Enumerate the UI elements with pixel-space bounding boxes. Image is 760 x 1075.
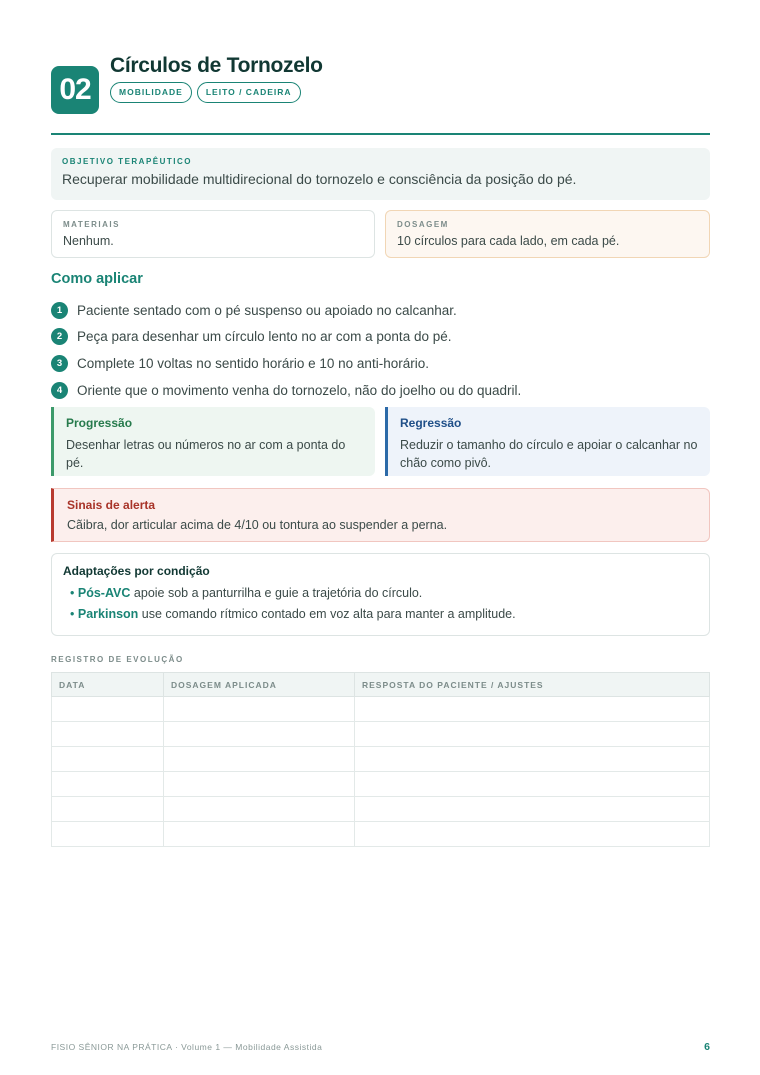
table-row (52, 747, 710, 772)
table-cell[interactable] (355, 722, 710, 747)
dosage-label: DOSAGEM (397, 220, 449, 229)
step-number: 2 (51, 328, 68, 345)
regression-text: Reduzir o tamanho do círculo e apoiar o calcanhar no chão como pivô. (400, 438, 698, 470)
table-cell[interactable] (52, 747, 164, 772)
list-item (70, 583, 698, 604)
column-header-response: RESPOSTA DO PACIENTE / AJUSTES (355, 673, 710, 697)
column-header-date: DATA (52, 673, 164, 697)
table-cell[interactable] (52, 772, 164, 797)
tag-mobilidade: MOBILIDADE (110, 82, 192, 103)
table-cell[interactable] (355, 797, 710, 822)
bullet-icon: • (70, 607, 75, 621)
list-item (51, 377, 710, 404)
table-cell[interactable] (52, 697, 164, 722)
list-item (51, 350, 710, 377)
bullet-icon: • (70, 586, 75, 600)
table-cell[interactable] (355, 747, 710, 772)
column-header-dosage: DOSAGEM APLICADA (164, 673, 355, 697)
exercise-number-badge: 02 (51, 66, 99, 114)
page-footer (51, 1041, 710, 1053)
dosage-panel (385, 210, 710, 258)
page-number: 6 (704, 1041, 710, 1053)
list-item (51, 324, 710, 351)
adaptations-panel (51, 553, 710, 636)
dosage-text: 10 círculos para cada lado, em cada pé. (397, 234, 620, 248)
table-header-row (52, 673, 710, 697)
table-cell[interactable] (355, 697, 710, 722)
table-row (52, 722, 710, 747)
step-text: Oriente que o movimento venha do tornozelo, não do joelho ou do quadril. (77, 382, 522, 398)
exercise-header (51, 54, 710, 124)
step-text: Peça para desenhar um círculo lento no ar com a ponta do pé. (77, 329, 452, 345)
header-divider (51, 133, 710, 135)
condition-name: Parkinson (77, 607, 139, 621)
log-title: REGISTRO DE EVOLUÇÃO (51, 655, 184, 664)
condition-text: use comando rítmico contado em voz alta para manter a amplitude. (138, 607, 516, 621)
step-number: 4 (51, 382, 68, 399)
adaptations-list (63, 583, 698, 625)
alert-text: Cãibra, dor articular acima de 4/10 ou tontura ao suspender a perna. (67, 518, 448, 532)
footer-text: FISIO SÊNIOR NA PRÁTICA · Volume 1 — Mobilidade Assistida (51, 1042, 323, 1052)
alert-title: Sinais de alerta (67, 498, 156, 512)
table-row (52, 772, 710, 797)
list-item (70, 604, 698, 625)
table-cell[interactable] (355, 822, 710, 847)
regression-title: Regressão (400, 416, 462, 430)
condition-name: Pós-AVC (77, 586, 131, 600)
progression-title: Progressão (66, 416, 133, 430)
table-cell[interactable] (164, 697, 355, 722)
table-cell[interactable] (52, 722, 164, 747)
step-number: 3 (51, 355, 68, 372)
progression-panel (51, 407, 375, 476)
condition-text: apoie sob a panturrilha e guie a trajetória do círculo. (130, 586, 423, 600)
step-text: Paciente sentado com o pé suspenso ou apoiado no calcanhar. (77, 302, 457, 318)
table-row (52, 822, 710, 847)
progression-text: Desenhar letras ou números no ar com a ponta do pé. (66, 438, 346, 470)
objective-label: OBJETIVO TERAPÊUTICO (62, 157, 193, 166)
table-cell[interactable] (164, 822, 355, 847)
table-cell[interactable] (52, 797, 164, 822)
objective-panel (51, 148, 710, 200)
table-cell[interactable] (52, 822, 164, 847)
materials-panel (51, 210, 375, 258)
evolution-log-table (51, 672, 710, 847)
how-to-title: Como aplicar (51, 271, 143, 287)
objective-text: Recuperar mobilidade multidirecional do tornozelo e consciência da posição do pé. (62, 171, 577, 187)
step-number: 1 (51, 302, 68, 319)
steps-list (51, 297, 710, 403)
materials-text: Nenhum. (63, 234, 114, 248)
tag-list (110, 82, 301, 103)
table-row (52, 697, 710, 722)
table-cell[interactable] (355, 772, 710, 797)
page-title: Círculos de Tornozelo (110, 54, 323, 77)
tag-leito-cadeira: LEITO / CADEIRA (197, 82, 301, 103)
table-cell[interactable] (164, 797, 355, 822)
adaptations-title: Adaptações por condição (63, 564, 210, 578)
table-cell[interactable] (164, 722, 355, 747)
step-text: Complete 10 voltas no sentido horário e 10 no anti-horário. (77, 355, 429, 371)
table-cell[interactable] (164, 772, 355, 797)
table-row (52, 797, 710, 822)
list-item (51, 297, 710, 324)
alert-panel (51, 488, 710, 542)
regression-panel (385, 407, 710, 476)
materials-label: MATERIAIS (63, 220, 120, 229)
table-cell[interactable] (164, 747, 355, 772)
